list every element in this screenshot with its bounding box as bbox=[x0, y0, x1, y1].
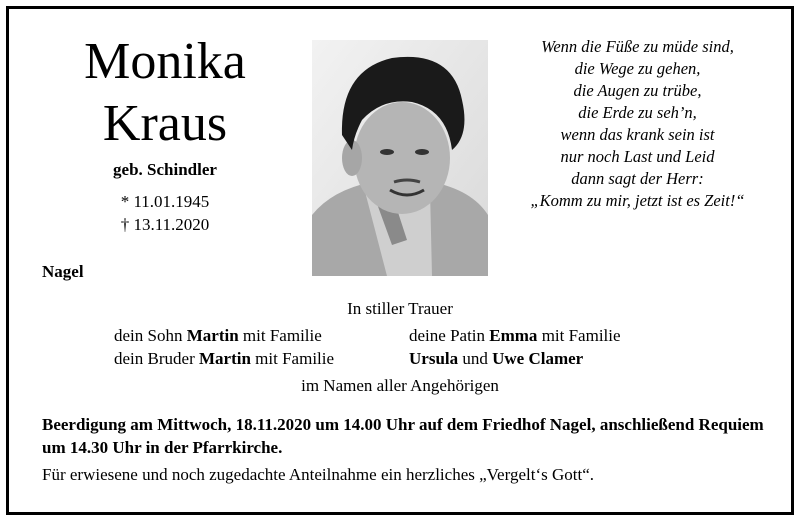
poem-line: die Erde zu seh’n, bbox=[578, 103, 697, 122]
conjunction-text: und bbox=[458, 349, 493, 368]
all-relatives-line: im Namen aller Angehörigen bbox=[301, 376, 499, 395]
relation-suffix: mit Familie bbox=[537, 326, 621, 345]
relation-text: dein Sohn bbox=[114, 326, 187, 345]
mourner-line bbox=[409, 349, 583, 369]
place-name: Nagel bbox=[42, 262, 84, 281]
mourner-line bbox=[409, 326, 621, 346]
mourner-name: Uwe Clamer bbox=[492, 349, 584, 368]
poem bbox=[505, 36, 770, 212]
relation-suffix: mit Familie bbox=[238, 326, 322, 345]
poem-line: wenn das krank sein ist bbox=[560, 125, 715, 144]
relation-suffix: mit Familie bbox=[250, 349, 335, 368]
birth-date: * 11.01.1945 bbox=[120, 192, 210, 211]
relation-text: deine Patin bbox=[409, 326, 490, 345]
poem-line: Wenn die Füße zu müde sind, bbox=[541, 37, 734, 56]
death-date: † 13.11.2020 bbox=[120, 215, 210, 234]
poem-line: die Augen zu trübe, bbox=[573, 81, 702, 100]
poem-line: die Wege zu gehen, bbox=[574, 59, 701, 78]
poem-line: nur noch Last und Leid bbox=[560, 147, 715, 166]
portrait-photo bbox=[312, 40, 488, 276]
funeral-info: Beerdigung am Mittwoch, 18.11.2020 um 14.00 Uhr auf dem Friedhof Nagel, anschließend Requiem um 14.30 Uhr in der Pfarrkirche. bbox=[42, 415, 764, 457]
birth-name: geb. Schindler bbox=[113, 160, 217, 179]
mourner-name: Emma bbox=[489, 326, 538, 345]
thanks-text: Für erwiesene und noch zugedachte Anteilnahme ein herzliches „Vergelt‘s Gott“. bbox=[42, 465, 594, 484]
mourner-name: Martin bbox=[186, 326, 239, 345]
mourner-name: Ursula bbox=[409, 349, 459, 368]
poem-line: „Komm zu mir, jetzt ist es Zeit!“ bbox=[530, 191, 745, 210]
poem-line: dann sagt der Herr: bbox=[571, 169, 704, 188]
mourner-name: Martin bbox=[198, 349, 251, 368]
mourning-heading: In stiller Trauer bbox=[347, 299, 453, 318]
deceased-last-name: Kraus bbox=[102, 95, 228, 152]
relation-text: dein Bruder bbox=[114, 349, 199, 368]
mourner-line bbox=[114, 326, 322, 346]
deceased-first-name: Monika bbox=[84, 33, 246, 90]
mourner-line bbox=[114, 349, 334, 369]
